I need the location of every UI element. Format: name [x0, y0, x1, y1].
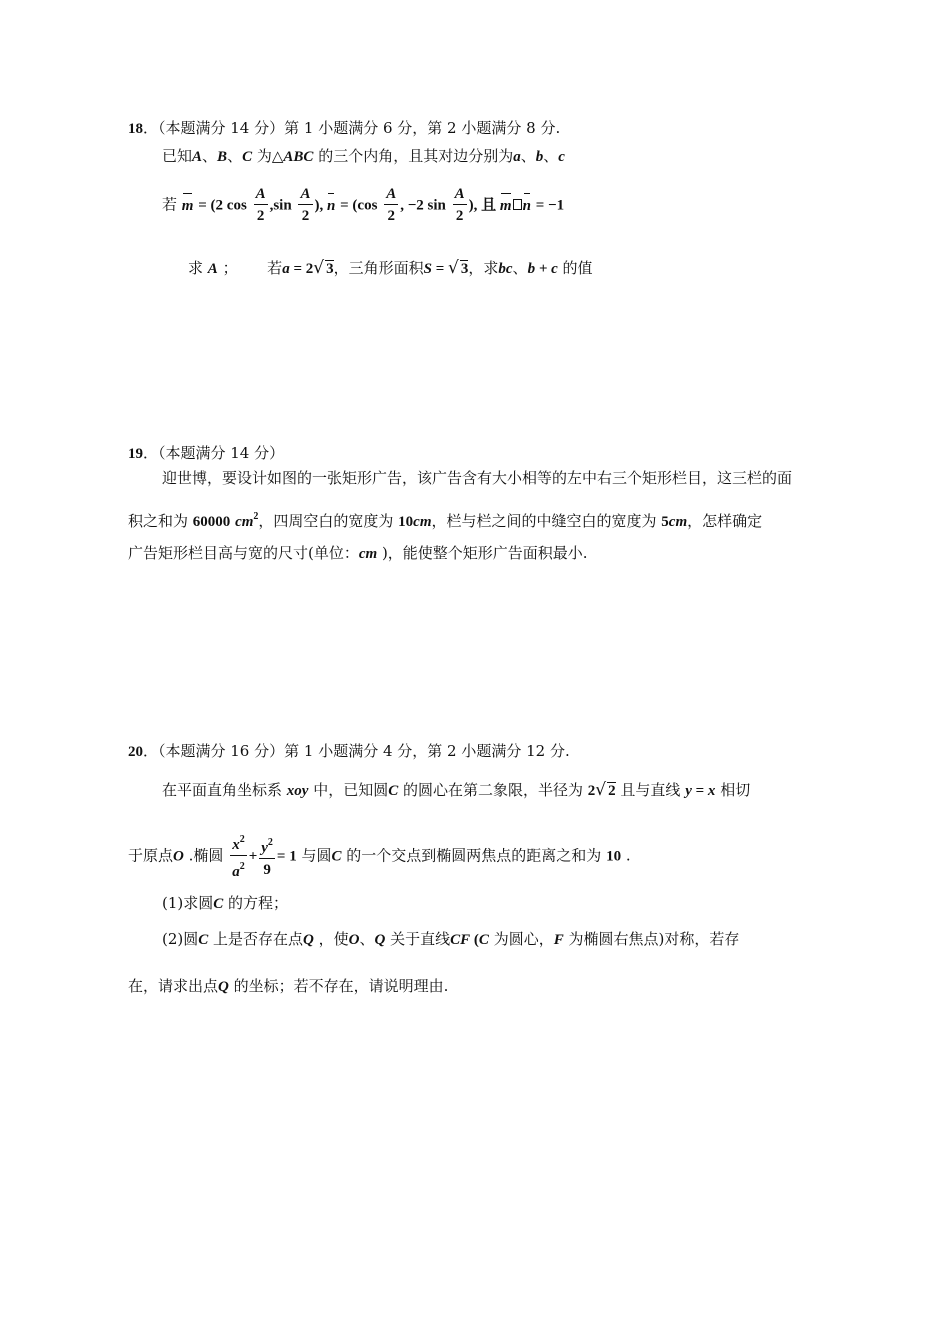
math-Q: Q: [374, 932, 386, 948]
text: 的方程；: [223, 894, 289, 912]
math-C: C: [478, 932, 489, 948]
text: 的值: [557, 259, 593, 277]
text: 在平面直角坐标系: [162, 781, 287, 799]
math-a: a: [282, 261, 290, 277]
superscript: 2: [267, 836, 273, 848]
numerator: A: [453, 184, 467, 205]
math-a: a: [232, 864, 240, 880]
number: 2: [587, 783, 596, 799]
fraction-A-over-2: [384, 184, 398, 227]
number: 5: [661, 514, 669, 530]
fraction-A-over-2: [298, 184, 312, 227]
denominator: 9: [263, 861, 271, 878]
numerator: [259, 833, 275, 859]
text: = (cos: [340, 197, 378, 214]
text: 在，请求出点: [128, 977, 219, 995]
math-x: x: [707, 783, 716, 799]
q18-number: 18: [128, 121, 143, 137]
q18-line3: [188, 258, 593, 279]
fraction-A-over-2: [254, 184, 268, 227]
text: 且与直线: [615, 781, 686, 799]
q19-paragraph-line1: 迎世博，要设计如图的一张矩形广告，该广告含有大小相等的左中右三个矩形栏目，这三栏的面: [162, 469, 793, 487]
math-A: A: [192, 149, 203, 165]
text: 为椭圆右焦点)对称，若存: [563, 930, 740, 948]
text: 的一个交点到椭圆两焦点的距离之和为: [341, 846, 607, 865]
number: 10: [398, 514, 414, 530]
radicand: 3: [326, 261, 334, 277]
text: 上是否存在点: [208, 930, 304, 948]
q18-header-text: ．（本题满分 14 分）第 1 小题满分 6 分，第 2 小题满分 8 分.: [143, 119, 561, 137]
math-CF: CF: [450, 932, 471, 948]
q20-part1: [162, 893, 288, 914]
math-S: S: [423, 261, 432, 277]
radicand: 2: [608, 783, 616, 799]
text: 积之和为: [128, 512, 193, 530]
text: 若: [162, 195, 178, 214]
math-O: O: [348, 932, 360, 948]
text: 的圆心在第二象限，半径为: [398, 781, 588, 799]
text: ，三角形面积: [333, 259, 424, 277]
text: 为圆心，: [488, 930, 554, 948]
text: =: [431, 261, 449, 277]
text: )，能使整个矩形广告面积最小.: [377, 544, 588, 562]
vector-n: n: [327, 197, 336, 214]
denominator: 2: [256, 208, 265, 224]
text: 、: [202, 147, 218, 165]
q20-part2-line2: [128, 976, 448, 997]
text: ,sin: [269, 197, 292, 214]
text: ，怎样确定: [687, 512, 763, 530]
math-b-plus-c: b + c: [527, 261, 558, 277]
fraction-x2-over-a2: [230, 830, 247, 883]
math-Q: Q: [303, 932, 314, 948]
text: 、: [512, 259, 528, 277]
vector-m: m: [499, 197, 512, 214]
q20-line2: [128, 830, 631, 883]
text: 关于直线: [385, 930, 451, 948]
numerator: A: [254, 184, 268, 205]
math-b: b: [535, 149, 544, 165]
denominator: 2: [301, 208, 310, 224]
text: 、: [227, 147, 243, 165]
math-F: F: [553, 932, 564, 948]
q19-header: [128, 443, 284, 464]
dot-product-box-icon: [513, 199, 522, 210]
number: 60000: [192, 514, 231, 530]
math-C: C: [198, 932, 209, 948]
text: =: [691, 783, 708, 799]
text: 广告矩形栏目高与宽的尺寸(单位：: [128, 544, 359, 562]
vector-n: n: [522, 197, 531, 214]
math-C: C: [213, 896, 224, 912]
unit: cm: [413, 514, 432, 530]
math-Q: Q: [218, 979, 229, 995]
q19-paragraph-line2: [128, 507, 762, 532]
math-ABC: ABC: [283, 149, 314, 165]
math-B: B: [217, 149, 228, 165]
text: ；: [222, 259, 238, 277]
superscript: 2: [239, 834, 245, 845]
q19-number: 19: [128, 446, 143, 462]
text: = 1: [276, 848, 297, 865]
math-C: C: [331, 848, 342, 865]
text: ，求: [468, 259, 499, 277]
text: , −2 sin: [400, 197, 446, 214]
fraction-A-over-2: [453, 184, 467, 227]
text: ，栏与栏之间的中缝空白的宽度为: [431, 512, 662, 530]
text: = −1: [535, 197, 565, 214]
q18-line1: [162, 146, 565, 167]
math-O: O: [173, 848, 184, 865]
math-C: C: [388, 783, 399, 799]
math-xoy: xoy: [286, 783, 309, 799]
math-A: A: [207, 261, 218, 277]
q20-header-text: ．（本题满分 16 分）第 1 小题满分 4 分，第 2 小题满分 12 分.: [143, 742, 570, 760]
superscript: 2: [239, 861, 245, 872]
math-C: C: [242, 149, 253, 165]
text: (2)圆: [162, 930, 199, 948]
math-y: y: [685, 783, 692, 799]
q19-paragraph-line3: [128, 543, 588, 564]
numerator: A: [384, 184, 398, 205]
superscript: 2: [253, 511, 259, 522]
q18-header: [128, 118, 560, 139]
text: 中，已知圆: [308, 781, 389, 799]
sqrt-icon: √: [448, 258, 459, 278]
math-bc: bc: [498, 261, 513, 277]
text: = 2: [289, 261, 314, 277]
text: ，使: [313, 930, 349, 948]
sqrt-icon: √: [313, 258, 325, 278]
text: 、: [543, 147, 559, 165]
q19-header-text: ．（本题满分 14 分）: [143, 444, 285, 462]
math-x: x: [232, 837, 240, 853]
q20-header: [128, 741, 570, 762]
denominator: [230, 856, 247, 883]
text: ),: [314, 197, 327, 214]
numerator: A: [298, 184, 312, 205]
fraction-y2-over-9: [259, 833, 275, 881]
unit: cm: [668, 514, 688, 530]
text: 于原点: [128, 846, 174, 865]
q20-number: 20: [128, 744, 143, 760]
text: = (2 cos: [198, 197, 247, 214]
text: 为△: [252, 147, 284, 165]
text: (: [470, 932, 479, 948]
denominator: 2: [387, 208, 395, 224]
text: 与圆: [296, 846, 332, 865]
text: (1)求圆: [162, 894, 214, 912]
number: 10: [606, 848, 622, 865]
text: 、: [520, 147, 536, 165]
text: 、: [359, 930, 375, 948]
numerator: [230, 830, 247, 856]
q20-line1: [162, 780, 750, 801]
vector-m: m: [181, 197, 194, 214]
text: 求: [188, 259, 204, 277]
math-y: y: [261, 839, 268, 856]
text: .椭圆: [183, 846, 224, 865]
text: 若: [267, 259, 283, 277]
q18-formula-line: [162, 184, 564, 227]
text: ), 且: [468, 197, 500, 214]
text: .: [621, 846, 631, 865]
text: 相切: [715, 781, 751, 799]
sqrt-icon: √: [595, 780, 607, 800]
text: 的坐标；若不存在，请说明理由.: [228, 977, 449, 995]
denominator: 2: [455, 208, 464, 224]
text: +: [248, 848, 258, 865]
math-c: c: [558, 149, 565, 165]
unit: cm: [235, 514, 254, 530]
unit: cm: [358, 546, 378, 562]
radicand: 3: [460, 261, 469, 277]
text: 的三个内角，且其对边分别为: [313, 147, 514, 165]
q20-part2-line1: [162, 929, 739, 950]
text: 已知: [162, 147, 193, 165]
math-a: a: [513, 149, 521, 165]
text: ，四周空白的宽度为: [258, 512, 399, 530]
